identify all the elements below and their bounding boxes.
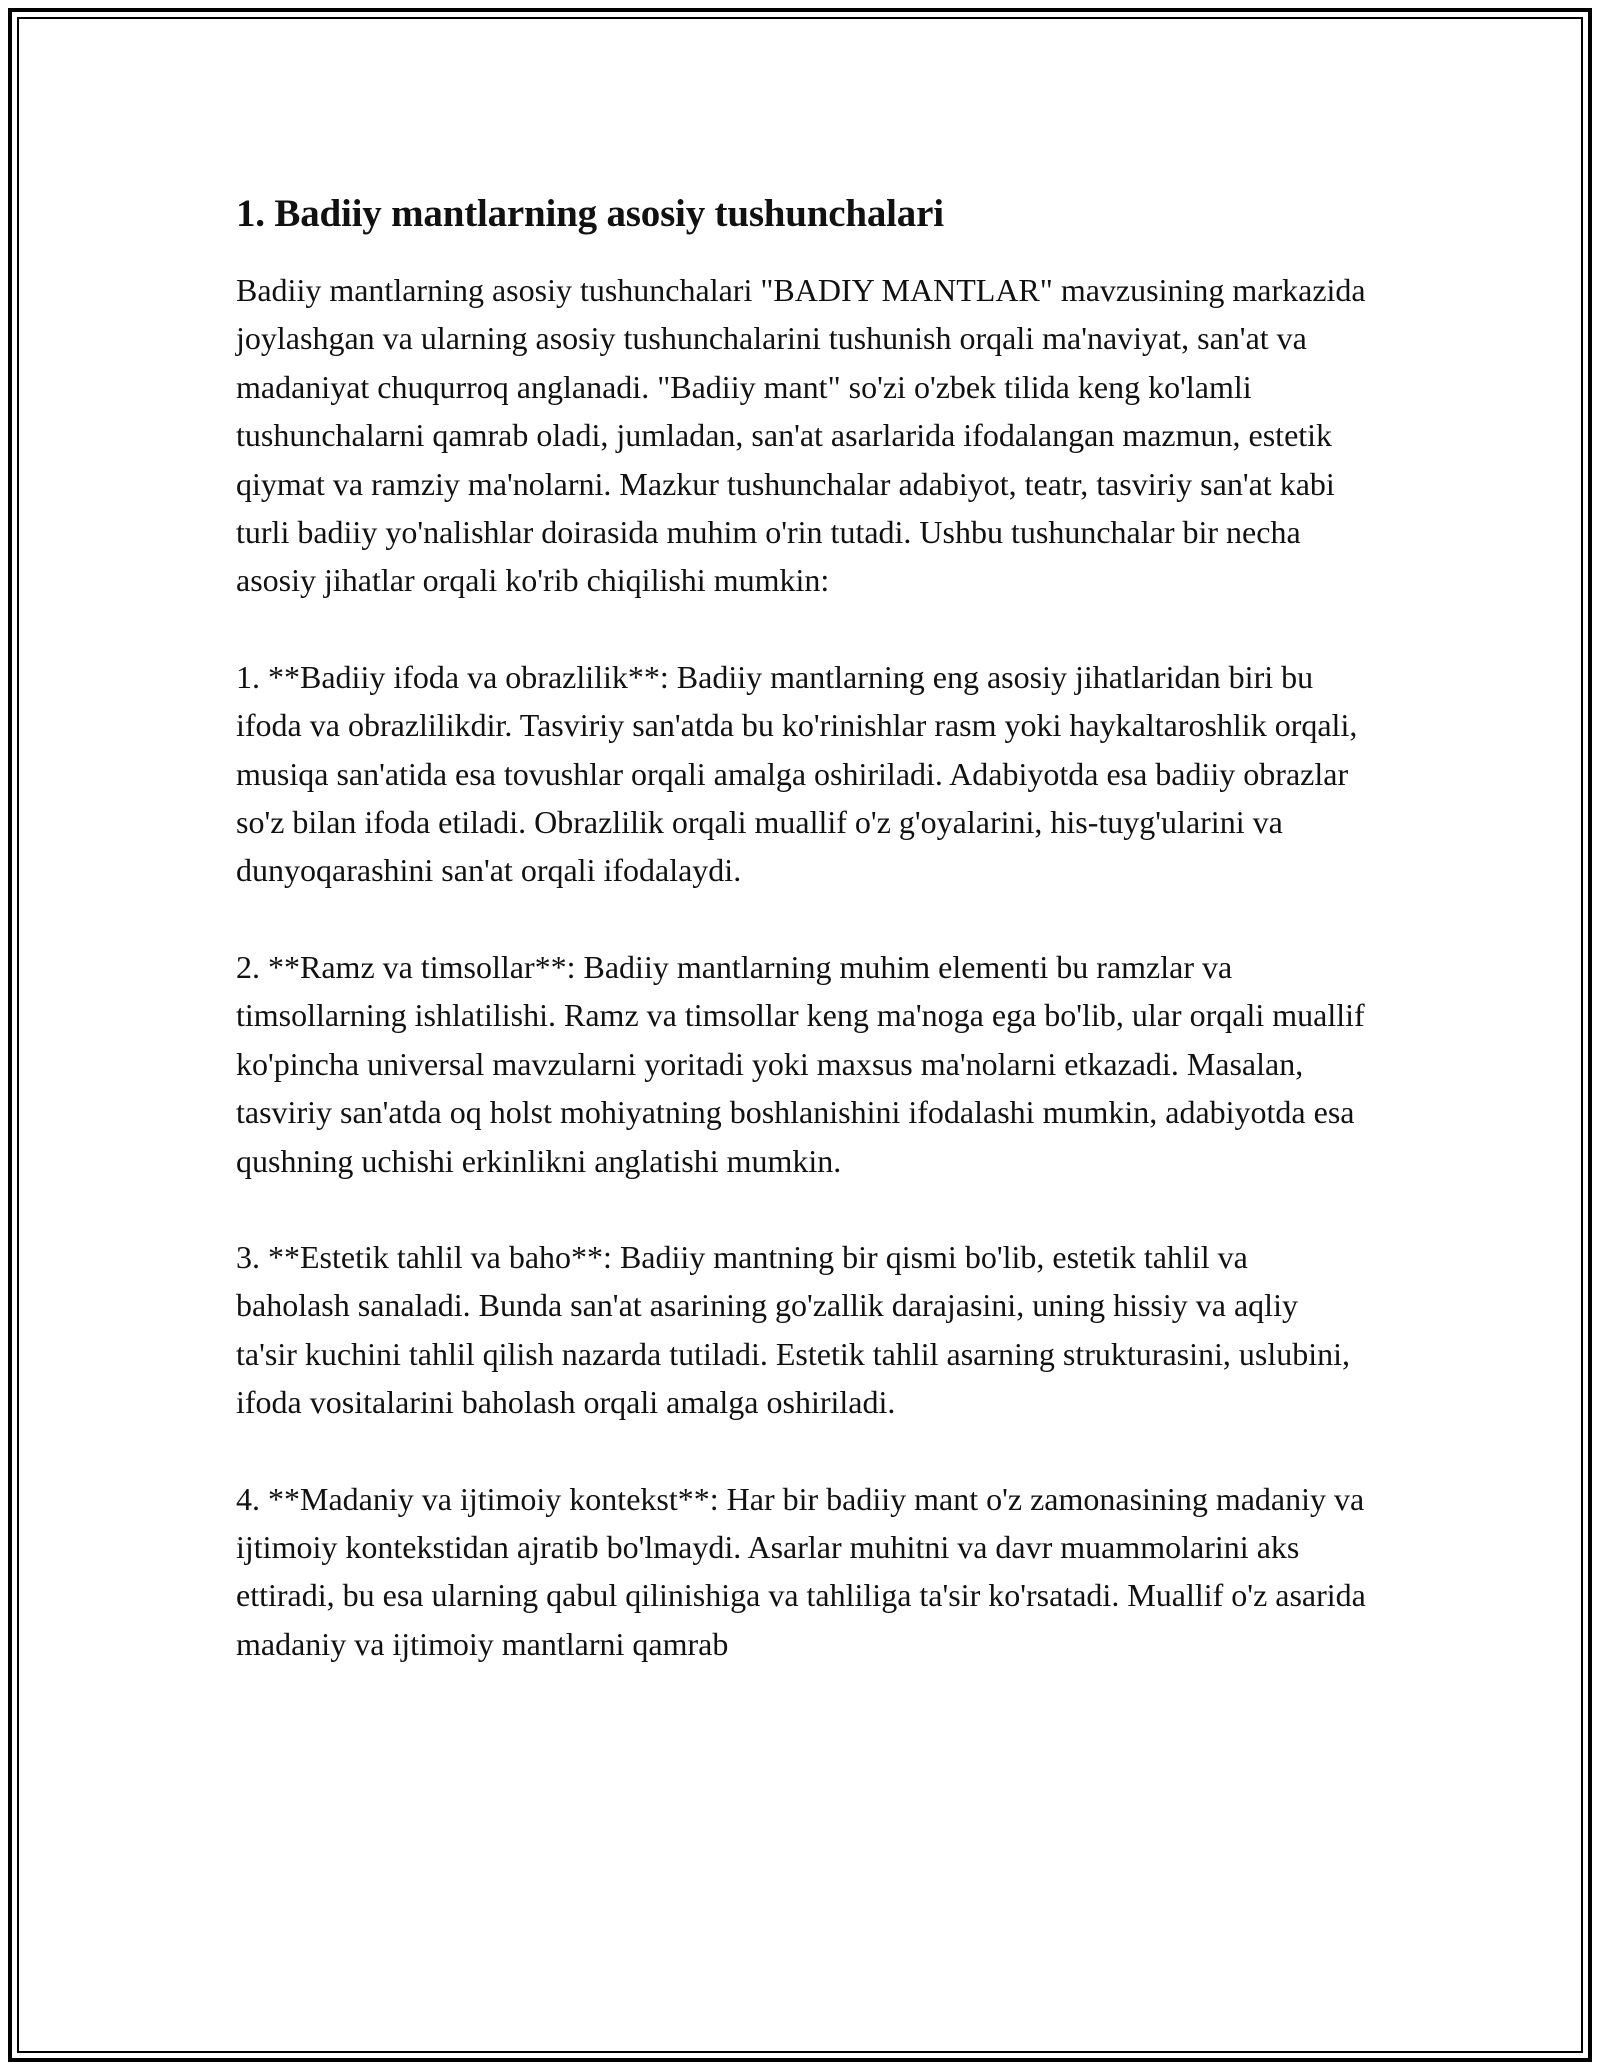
intro-paragraph: Badiiy mantlarning asosiy tushunchalari "BADIY MANTLAR" mavzusining markazida joylashgan va ularning asosiy tushunchalarini tushunish orqali ma'naviyat, san'at va madaniyat chuqurroq anglanadi. "Badiiy mant" so'zi o'zbek tilida keng ko'lamli tushunchalarni qamrab oladi, jumladan, san'at asarlarida ifodalangan mazmun, estetik qiymat va ramziy ma'nolarni. Mazkur tushunchalar adabiyot, teatr, tasviriy san'at kabi turli badiiy yo'nalishlar doirasida muhim o'rin tutadi. Ushbu tushunchalar bir necha asosiy jihatlar orqali ko'rib chiqilishi mumkin:: [236, 272, 1366, 599]
paragraph-item-3: 3. **Estetik tahlil va baho**: Badiiy mantning bir qismi bo'lib, estetik tahlil va baholash sanaladi. Bunda san'at asarining go'zallik darajasini, uning hissiy va aqliy ta'sir kuchini tahlil qilish nazarda tutiladi. Estetik tahlil asarning strukturasini, uslubini, ifoda vositalarini baholash orqali amalga oshiriladi.: [236, 1238, 1351, 1421]
document-body: [236, 186, 1366, 1716]
section-heading: 1. Badiiy mantlarning asosiy tushunchalari: [236, 192, 944, 235]
paragraph-item-1: 1. **Badiiy ifoda va obrazlilik**: Badiiy mantlarning eng asosiy jihatlaridan biri bu ifoda va obrazlilikdir. Tasviriy san'atda bu ko'rinishlar rasm yoki haykaltaroshlik orqali, musiqa san'atida esa tovushlar orqali amalga oshiriladi. Adabiyotda esa badiiy obrazlar so'z bilan ifoda etiladi. Obrazlilik orqali muallif o'z g'oyalarini, his-tuyg'ularini va dunyoqarashini san'at orqali ifodalaydi.: [236, 658, 1358, 889]
paragraph-item-4: 4. **Madaniy va ijtimoiy kontekst**: Har bir badiiy mant o'z zamonasining madaniy va ijtimoiy kontekstidan ajratib bo'lmaydi. Asarlar muhitni va davr muammolarini aks ettiradi, bu esa ularning qabul qilinishiga va tahliliga ta'sir ko'rsatadi. Muallif o'z asarida madaniy va ijtimoiy mantlarni qamrab: [236, 1480, 1366, 1662]
paragraph-item-2: 2. **Ramz va timsollar**: Badiiy mantlarning muhim elementi bu ramzlar va timsollarning ishlatilishi. Ramz va timsollar keng ma'noga ega bo'lib, ular orqali muallif ko'pincha universal mavzularni yoritadi yoki maxsus ma'nolarni etkazadi. Masalan, tasviriy san'atda oq holst mohiyatning boshlanishini ifodalashi mumkin, adabiyotda esa qushning uchishi erkinlikni anglatishi mumkin.: [236, 948, 1365, 1179]
